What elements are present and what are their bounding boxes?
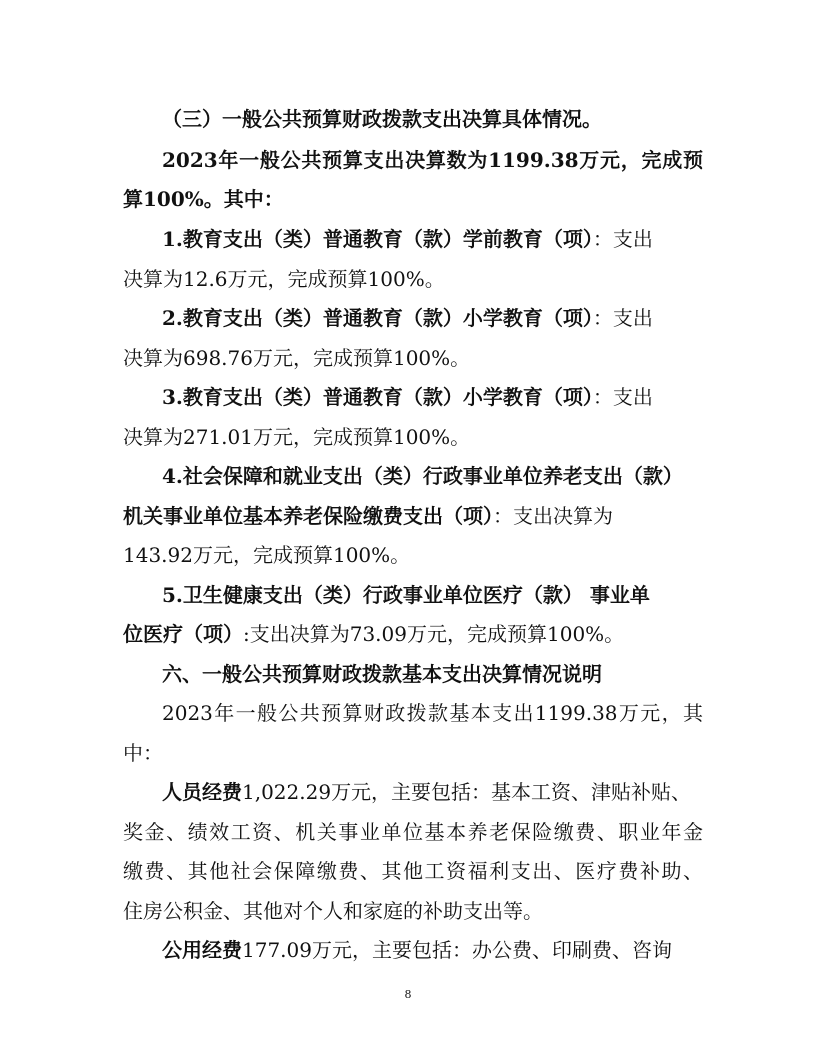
item-1-rest: ：支出 <box>592 227 653 251</box>
item-4-rest: ：支出决算为 <box>493 504 613 528</box>
public-rest: 177.09万元，主要包括：办公费、印刷费、咨询 <box>242 938 672 962</box>
item-3-line-1 <box>162 377 703 417</box>
item-4-category: 机关事业单位基本养老保险缴费支出（项） <box>123 504 493 528</box>
section-6-heading: 六、一般公共预算财政拨款基本支出决算情况说明 <box>162 662 602 686</box>
public-label: 公用经费 <box>162 938 242 962</box>
item-5-rest: :支出决算为73.09万元，完成预算100%。 <box>243 622 625 646</box>
item-2-rest: ：支出 <box>592 306 653 330</box>
item-2-category: 2.教育支出（类）普通教育（款）小学教育（项） <box>162 306 593 330</box>
section-3-heading: （三）一般公共预算财政拨款支出决算具体情况。 <box>162 107 602 131</box>
item-1-category: 1.教育支出（类）普通教育（款）学前教育（项） <box>162 227 593 251</box>
item-5-line-2 <box>123 614 703 654</box>
personnel-line-4: 住房公积金、其他对个人和家庭的补助支出等。 <box>123 899 543 923</box>
personnel-line-2: 奖金、绩效工资、机关事业单位基本养老保险缴费、职业年金 <box>123 820 703 844</box>
item-3-rest: ：支出 <box>592 385 653 409</box>
item-1-line-2: 决算为12.6万元，完成预算100%。 <box>123 267 445 291</box>
item-4-line-3: 143.92万元，完成预算100%。 <box>123 543 411 567</box>
intro-line-1: 2023年一般公共预算支出决算数为1199.38万元，完成预 <box>162 148 703 172</box>
item-4-line-1: 4.社会保障和就业支出（类）行政事业单位养老支出（款） <box>162 464 683 488</box>
item-1-line-1 <box>162 219 703 259</box>
item-2-line-1 <box>162 298 703 338</box>
intro-line-2: 算100%。其中： <box>123 187 284 211</box>
personnel-rest: 1,022.29万元，主要包括：基本工资、津贴补贴、 <box>242 780 692 804</box>
item-2-line-2: 决算为698.76万元，完成预算100%。 <box>123 346 471 370</box>
item-5-category: 位医疗（项） <box>123 622 243 646</box>
section-6-line-2: 中： <box>123 741 163 765</box>
personnel-line-3: 缴费、其他社会保障缴费、其他工资福利支出、医疗费补助、 <box>123 859 703 883</box>
personnel-label: 人员经费 <box>162 780 242 804</box>
section-6-line-1: 2023年一般公共预算财政拨款基本支出1199.38万元，其 <box>162 701 703 725</box>
personnel-line-1 <box>162 772 703 812</box>
item-3-line-2: 决算为271.01万元，完成预算100%。 <box>123 425 471 449</box>
public-line-1 <box>162 930 703 970</box>
item-4-line-2 <box>123 496 703 536</box>
item-3-category: 3.教育支出（类）普通教育（款）小学教育（项） <box>162 385 593 409</box>
item-5-line-1: 5.卫生健康支出（类）行政事业单位医疗（款） 事业单 <box>162 583 650 607</box>
page-number: 8 <box>404 988 412 1001</box>
